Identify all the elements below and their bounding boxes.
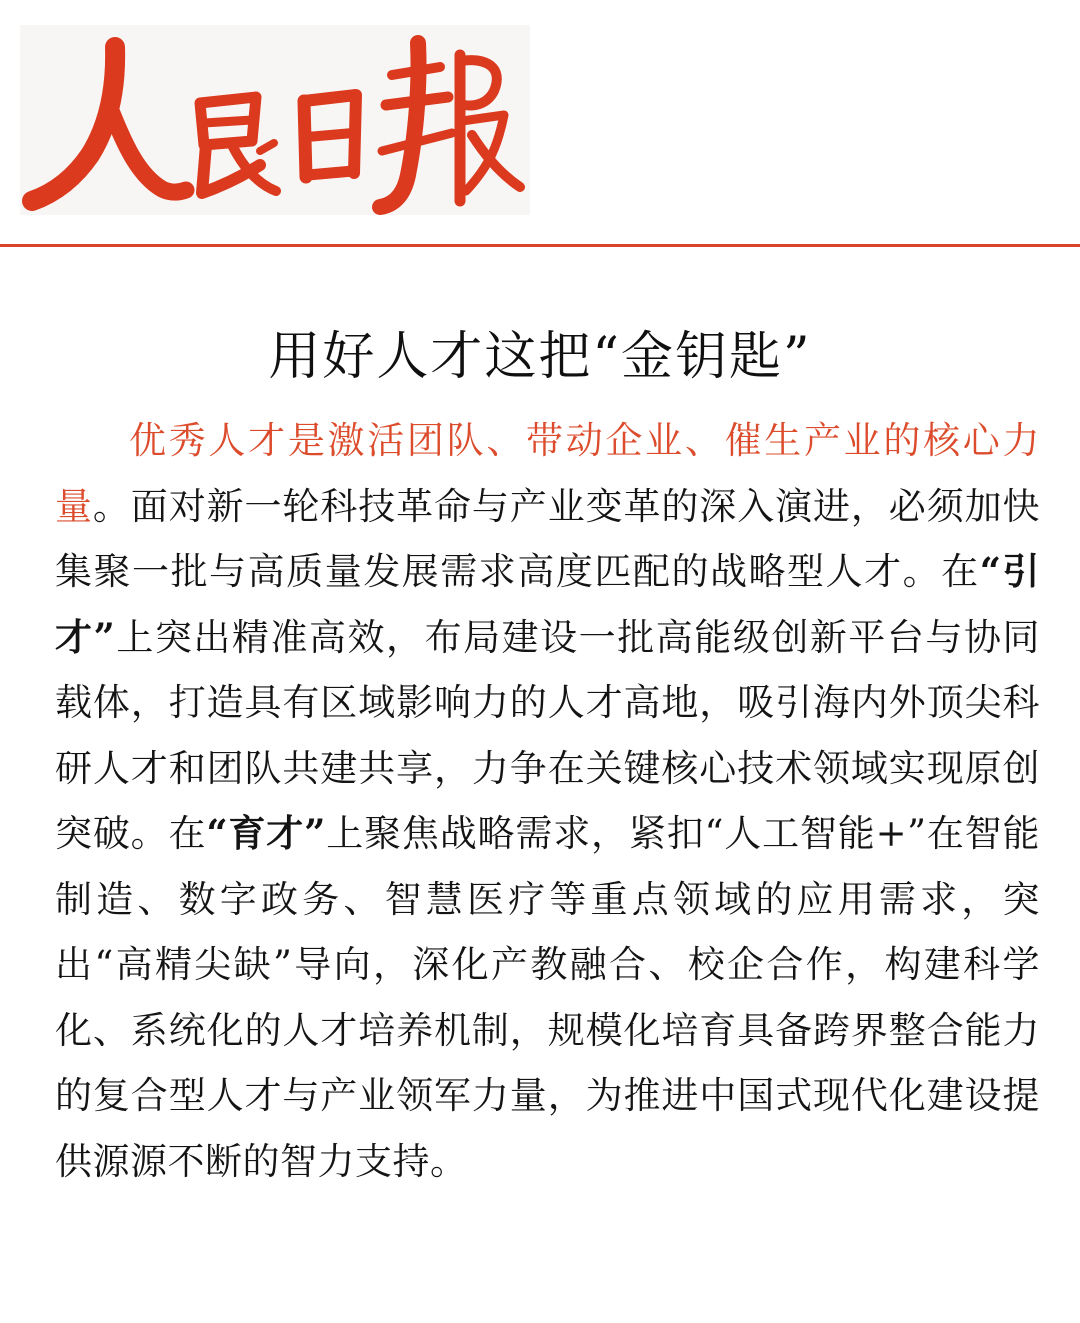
article-lead: 优秀人才是激活团队、带动企业、催生产业的核心力量: [55, 419, 1040, 528]
calligraphy-logo-icon: [20, 25, 530, 215]
article-text-2: 上突出精准高效，布局建设一批高能级创新平台与协同载体，打造具有区域影响力的人才高地，吸引海内外顶尖科研人才和团队共建共享，力争在关键核心技术领域实现原创突破。在: [55, 615, 1040, 855]
article-text-3: 上聚焦战略需求，紧扣“人工智能+”在智能制造、数字政务、智慧医疗等重点领域的应用需求，突出“高精尖缺”导向，深化产教融合、校企合作，构建科学化、系统化的人才培养机制，规模化培育具备跨界整合能力的复合型人才与产业领军力量，为推进中国式现代化建设提供源源不断的智力支持。: [55, 812, 1040, 1183]
article-body: [55, 408, 1040, 1194]
article-headline: 用好人才这把“金钥匙”: [268, 326, 812, 387]
masthead: [0, 0, 1080, 248]
article-text-1: 。面对新一轮科技革命与产业变革的深入演进，必须加快集聚一批与高质量发展需求高度匹配的战略型人才。在: [55, 484, 1041, 593]
emphasis-yincai: “引才”: [55, 549, 1040, 659]
emphasis-yucai: “育才”: [206, 811, 326, 855]
newspaper-logo: [20, 25, 530, 215]
masthead-divider: [0, 244, 1080, 247]
